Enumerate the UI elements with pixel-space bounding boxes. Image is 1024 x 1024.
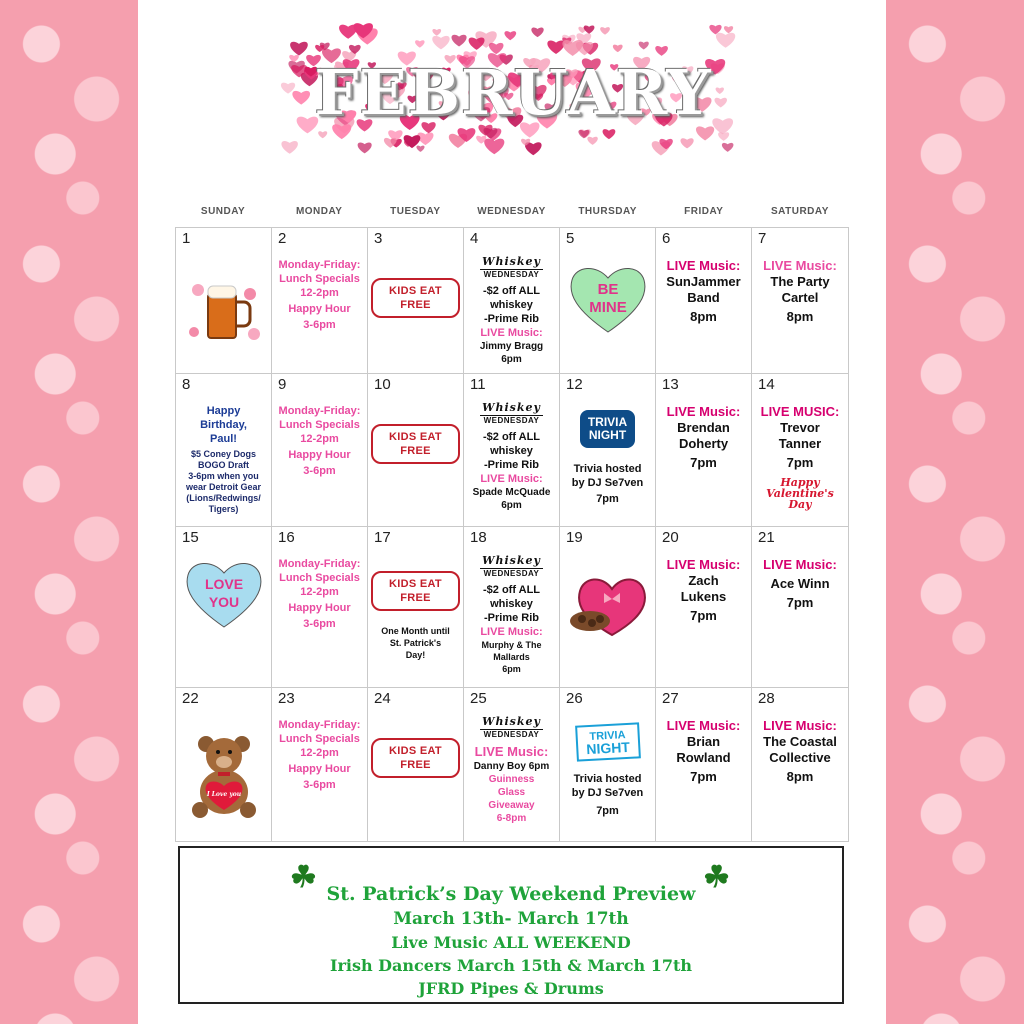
day-cell-1 [176, 228, 272, 374]
trivia-line: Trivia hosted [573, 773, 642, 785]
day-number: 28 [758, 690, 775, 707]
day-number: 25 [470, 690, 487, 707]
day-cell-19 [560, 527, 656, 688]
specials-line: 3-6pm [303, 618, 336, 630]
live-music-label: LIVE Music: [480, 473, 543, 485]
weekday-saturday: SATURDAY [770, 206, 829, 217]
cell-content [563, 718, 652, 818]
note-line: Day! [405, 650, 426, 660]
day-cell-11 [464, 374, 560, 527]
act-name: The Coastal [763, 734, 837, 749]
heart-decoration [547, 41, 564, 54]
heart-decoration [484, 139, 504, 155]
trivia-time: 7pm [596, 493, 619, 505]
heart-decoration [416, 146, 424, 152]
act-time: 7pm [786, 455, 814, 470]
preview-dancers: Irish Dancers March 15th & March 17th [329, 956, 693, 975]
act-name: Doherty [678, 436, 729, 451]
candy-heart-icon [566, 262, 650, 336]
act-time: 6pm [502, 664, 521, 674]
specials-text [275, 557, 364, 631]
whiskey-line: whiskey [490, 299, 533, 311]
heart-decoration [562, 40, 582, 56]
shamrock-icon: ☘ [290, 861, 317, 894]
day-number: 12 [566, 376, 583, 393]
whiskey-logo: Whiskey [482, 715, 541, 728]
beer-mug-icon [184, 272, 264, 352]
day-number: 3 [374, 230, 383, 247]
whiskey-content [467, 555, 556, 675]
live-music-label: LIVE Music: [474, 744, 549, 759]
day-cell-28 [752, 688, 848, 841]
weekday-sunday: SUNDAY [200, 206, 246, 217]
whiskey-logo-sub: WEDNESDAY [480, 415, 544, 426]
heart-decoration [432, 29, 441, 36]
whiskey-line: -$2 off ALL [482, 285, 541, 297]
valentine-art-text: Day [788, 498, 812, 511]
cell-content [371, 718, 460, 778]
cell-content [371, 404, 460, 464]
whiskey-line: whiskey [490, 598, 533, 610]
day-cell-22 [176, 688, 272, 841]
specials-line: 12-2pm [300, 586, 339, 598]
kids-eat-free-logo: KIDS EAT FREE [371, 738, 460, 778]
act-time: 8pm [786, 309, 814, 324]
specials-line: Lunch Specials [279, 733, 360, 745]
day-number: 4 [470, 230, 479, 247]
page-title: FEBRUARY [314, 56, 712, 129]
heart-decoration [432, 36, 449, 50]
birthday-line: Birthday, [200, 419, 247, 431]
act-time: 8pm [690, 309, 717, 324]
day-number: 27 [662, 690, 679, 707]
day-number: 2 [278, 230, 287, 247]
weekday-tuesday: TUESDAY [390, 206, 441, 217]
title-banner [268, 18, 758, 158]
whiskey-line: -Prime Rib [483, 459, 539, 471]
day-cell-24 [368, 688, 464, 841]
day-number: 1 [182, 230, 191, 247]
specials-line: 3-6pm [303, 779, 336, 791]
act-name: Band [687, 290, 720, 305]
preview-live: Live Music ALL WEEKEND [391, 933, 631, 952]
whiskey-logo: Whiskey [482, 554, 541, 567]
day-cell-26 [560, 688, 656, 841]
specials-line: 3-6pm [303, 319, 336, 331]
whiskey-line: -$2 off ALL [482, 431, 541, 443]
specials-line: 12-2pm [300, 747, 339, 759]
specials-text [275, 718, 364, 792]
heart-decoration [724, 26, 733, 33]
heart-decoration [531, 28, 543, 38]
hearts-background-left [0, 0, 138, 1024]
whiskey-line: whiskey [490, 445, 533, 457]
live-music-label: LIVE Music: [666, 718, 741, 733]
day-cell-4 [464, 228, 560, 374]
act-name: Jimmy Bragg [479, 341, 544, 352]
heart-decoration [639, 42, 649, 50]
heart-decoration [504, 31, 516, 40]
promo-line: BOGO Draft [197, 460, 249, 470]
live-music-label: LIVE Music: [480, 327, 543, 339]
act-name: Trevor [780, 420, 820, 435]
act-time: 6pm [501, 354, 522, 365]
heart-decoration [318, 131, 327, 138]
day-number: 15 [182, 529, 199, 546]
live-music-label: LIVE Music: [480, 626, 543, 638]
chocolate-box-icon [566, 569, 650, 641]
kids-eat-free-logo: KIDS EAT FREE [371, 278, 460, 318]
heart-decoration [452, 35, 467, 47]
day-number: 8 [182, 376, 191, 393]
teddy-heart-text: I Love you [206, 791, 242, 798]
act-name: The Party [770, 274, 830, 289]
day-number: 19 [566, 529, 583, 546]
act-name: Brendan [677, 420, 730, 435]
trivia-line: by DJ Se7ven [571, 787, 644, 799]
act-name: Murphy & The [481, 640, 542, 650]
whiskey-content [467, 402, 556, 512]
specials-line: Happy Hour [288, 602, 351, 614]
day-number: 18 [470, 529, 487, 546]
teddy-bear-icon [182, 730, 266, 820]
specials-line: Lunch Specials [279, 273, 360, 285]
trivia-logo-text: TRIVIA [587, 415, 628, 429]
note-line: One Month until [381, 626, 450, 636]
whiskey-line: -Prime Rib [483, 612, 539, 624]
act-time: 7pm [690, 455, 717, 470]
day-cell-3 [368, 228, 464, 374]
day-number: 23 [278, 690, 295, 707]
day-cell-9 [272, 374, 368, 527]
specials-line: Happy Hour [288, 303, 351, 315]
st-patricks-preview [178, 846, 844, 1004]
note-line: St. Patrick's [389, 638, 442, 648]
candy-heart-text: LOVE [204, 576, 243, 592]
candy-heart-icon [182, 557, 266, 631]
live-music-label: LIVE Music: [666, 557, 741, 572]
act-name: Danny Boy 6pm [473, 761, 550, 772]
day-cell-27 [656, 688, 752, 841]
candy-heart-text: YOU [208, 594, 239, 610]
trivia-time: 7pm [596, 805, 619, 817]
preview-title: St. Patrick’s Day Weekend Preview [326, 883, 696, 905]
weekday-monday: MONDAY [295, 206, 343, 217]
act-time: 6pm [501, 500, 522, 511]
day-cell-16 [272, 527, 368, 688]
giveaway-line: 6-8pm [496, 813, 527, 824]
day-cell-8 [176, 374, 272, 527]
heart-decoration [603, 129, 616, 139]
act-name: Lukens [680, 589, 727, 604]
birthday-line: Paul! [210, 433, 237, 445]
candy-heart-text: MINE [588, 299, 627, 316]
specials-line: Monday-Friday: [278, 405, 361, 417]
promo-line: Tigers) [208, 504, 239, 514]
specials-line: 12-2pm [300, 433, 339, 445]
act-time: 7pm [786, 595, 814, 610]
day-number: 7 [758, 230, 767, 247]
valentine-art [755, 477, 845, 510]
day-number: 11 [470, 376, 486, 393]
cell-content [371, 258, 460, 318]
day-cell-25 [464, 688, 560, 841]
valentine-art-text: Valentine's [766, 487, 834, 500]
act-name: Rowland [676, 750, 731, 765]
heart-decoration [358, 142, 372, 153]
cell-content [755, 404, 845, 510]
day-cell-18 [464, 527, 560, 688]
act-name: Spade McQuade [472, 487, 551, 498]
day-cell-5 [560, 228, 656, 374]
heart-decoration [716, 33, 735, 48]
preview-pipes: JFRD Pipes & Drums [418, 979, 604, 998]
cell-content [371, 551, 460, 661]
day-number: 22 [182, 690, 199, 707]
day-cell-14 [752, 374, 848, 527]
heart-decoration [469, 37, 485, 49]
day-cell-17 [368, 527, 464, 688]
day-number: 9 [278, 376, 287, 393]
heart-decoration [584, 25, 595, 33]
cell-content [659, 404, 748, 471]
live-music-label: LIVE Music: [666, 258, 741, 273]
giveaway-line: Glass [497, 787, 526, 798]
heart-decoration [290, 42, 308, 56]
kids-eat-free-logo: KIDS EAT FREE [371, 571, 460, 611]
act-time: 7pm [690, 769, 717, 784]
day-number: 21 [758, 529, 775, 546]
specials-line: Monday-Friday: [278, 719, 361, 731]
weekday-header [175, 206, 848, 222]
act-time: 8pm [786, 769, 814, 784]
day-number: 24 [374, 690, 391, 707]
specials-line: Happy Hour [288, 449, 351, 461]
cell-content [755, 718, 845, 785]
shamrock-icon: ☘ [703, 861, 730, 894]
day-cell-12 [560, 374, 656, 527]
trivia-line: Trivia hosted [573, 463, 642, 475]
day-cell-6 [656, 228, 752, 374]
trivia-logo-text: NIGHT [585, 738, 630, 758]
whiskey-line: -$2 off ALL [482, 584, 541, 596]
whiskey-content [467, 256, 556, 366]
preview-dates: March 13th- March 17th [393, 909, 629, 929]
day-number: 5 [566, 230, 575, 247]
live-music-label: LIVE Music: [666, 404, 741, 419]
specials-line: Lunch Specials [279, 572, 360, 584]
weekday-wednesday: WEDNESDAY [477, 206, 546, 217]
birthday-line: Happy [206, 405, 241, 417]
day-number: 16 [278, 529, 295, 546]
trivia-logo-text: NIGHT [588, 428, 627, 442]
cell-content [659, 718, 748, 785]
act-name: Zach [688, 573, 719, 588]
day-cell-7 [752, 228, 848, 374]
act-name: Cartel [781, 290, 819, 305]
day-cell-10 [368, 374, 464, 527]
heart-decoration [680, 138, 693, 148]
day-number: 14 [758, 376, 775, 393]
day-cell-20 [656, 527, 752, 688]
valentine-art-text: Happy [780, 476, 820, 489]
whiskey-logo-sub: WEDNESDAY [480, 269, 544, 280]
heart-decoration [613, 45, 623, 53]
act-name: Brian [686, 734, 721, 749]
whiskey-logo-sub: WEDNESDAY [480, 568, 544, 579]
specials-line: Monday-Friday: [278, 259, 361, 271]
specials-line: 12-2pm [300, 287, 339, 299]
promo-line: wear Detroit Gear [185, 482, 262, 492]
act-name: Collective [769, 750, 831, 765]
cell-content [755, 557, 845, 611]
act-name: Mallards [493, 652, 530, 662]
hearts-background-right [886, 0, 1024, 1024]
specials-line: Happy Hour [288, 763, 351, 775]
day-cell-13 [656, 374, 752, 527]
giveaway-line: Giveaway [488, 800, 535, 811]
heart-decoration [722, 143, 734, 152]
cell-content [179, 404, 268, 515]
trivia-night-logo [580, 410, 635, 448]
day-cell-21 [752, 527, 848, 688]
heart-decoration [587, 137, 597, 145]
weekday-friday: FRIDAY [684, 206, 724, 217]
live-music-label: LIVE Music: [763, 258, 837, 273]
specials-line: 3-6pm [303, 465, 336, 477]
specials-line: Monday-Friday: [278, 558, 361, 570]
live-music-label: LIVE Music: [763, 718, 837, 733]
heart-decoration [415, 40, 425, 47]
specials-text [275, 404, 364, 478]
calendar-grid [175, 227, 849, 842]
specials-line: Lunch Specials [279, 419, 360, 431]
cell-content [659, 258, 748, 325]
heart-decoration [600, 27, 610, 35]
whiskey-content [467, 716, 556, 825]
day-number: 17 [374, 529, 391, 546]
act-name: SunJammer [666, 274, 741, 289]
day-number: 10 [374, 376, 391, 393]
heart-decoration [339, 25, 357, 39]
heart-decoration [655, 46, 668, 56]
weekday-thursday: THURSDAY [578, 206, 637, 217]
act-name: Ace Winn [770, 576, 830, 591]
cell-content [659, 557, 748, 624]
promo-line: 3-6pm when you [188, 471, 259, 481]
trivia-night-logo [575, 722, 640, 761]
day-cell-23 [272, 688, 368, 841]
whiskey-logo: Whiskey [482, 255, 541, 268]
whiskey-logo-sub: WEDNESDAY [480, 729, 544, 740]
specials-text [275, 258, 364, 332]
heart-decoration [489, 43, 504, 54]
day-number: 6 [662, 230, 671, 247]
live-music-label: LIVE MUSIC: [760, 404, 840, 419]
day-number: 13 [662, 376, 679, 393]
cell-content [563, 404, 652, 506]
promo-line: (Lions/Redwings/ [186, 493, 261, 503]
trivia-logo-text: TRIVIA [588, 729, 626, 743]
act-name: Tanner [778, 436, 822, 451]
day-cell-15 [176, 527, 272, 688]
cell-content [755, 258, 845, 325]
day-number: 20 [662, 529, 679, 546]
day-number: 26 [566, 690, 583, 707]
whiskey-line: -Prime Rib [483, 313, 539, 325]
kids-eat-free-logo: KIDS EAT FREE [371, 424, 460, 464]
act-time: 7pm [690, 608, 717, 623]
heart-decoration [281, 141, 298, 154]
day-cell-2 [272, 228, 368, 374]
whiskey-logo: Whiskey [482, 401, 541, 414]
live-music-label: LIVE Music: [763, 557, 837, 572]
promo-line: $5 Coney Dogs [190, 449, 257, 459]
trivia-line: by DJ Se7ven [571, 477, 644, 489]
candy-heart-text: BE [597, 281, 618, 298]
giveaway-line: Guinness [488, 774, 535, 785]
